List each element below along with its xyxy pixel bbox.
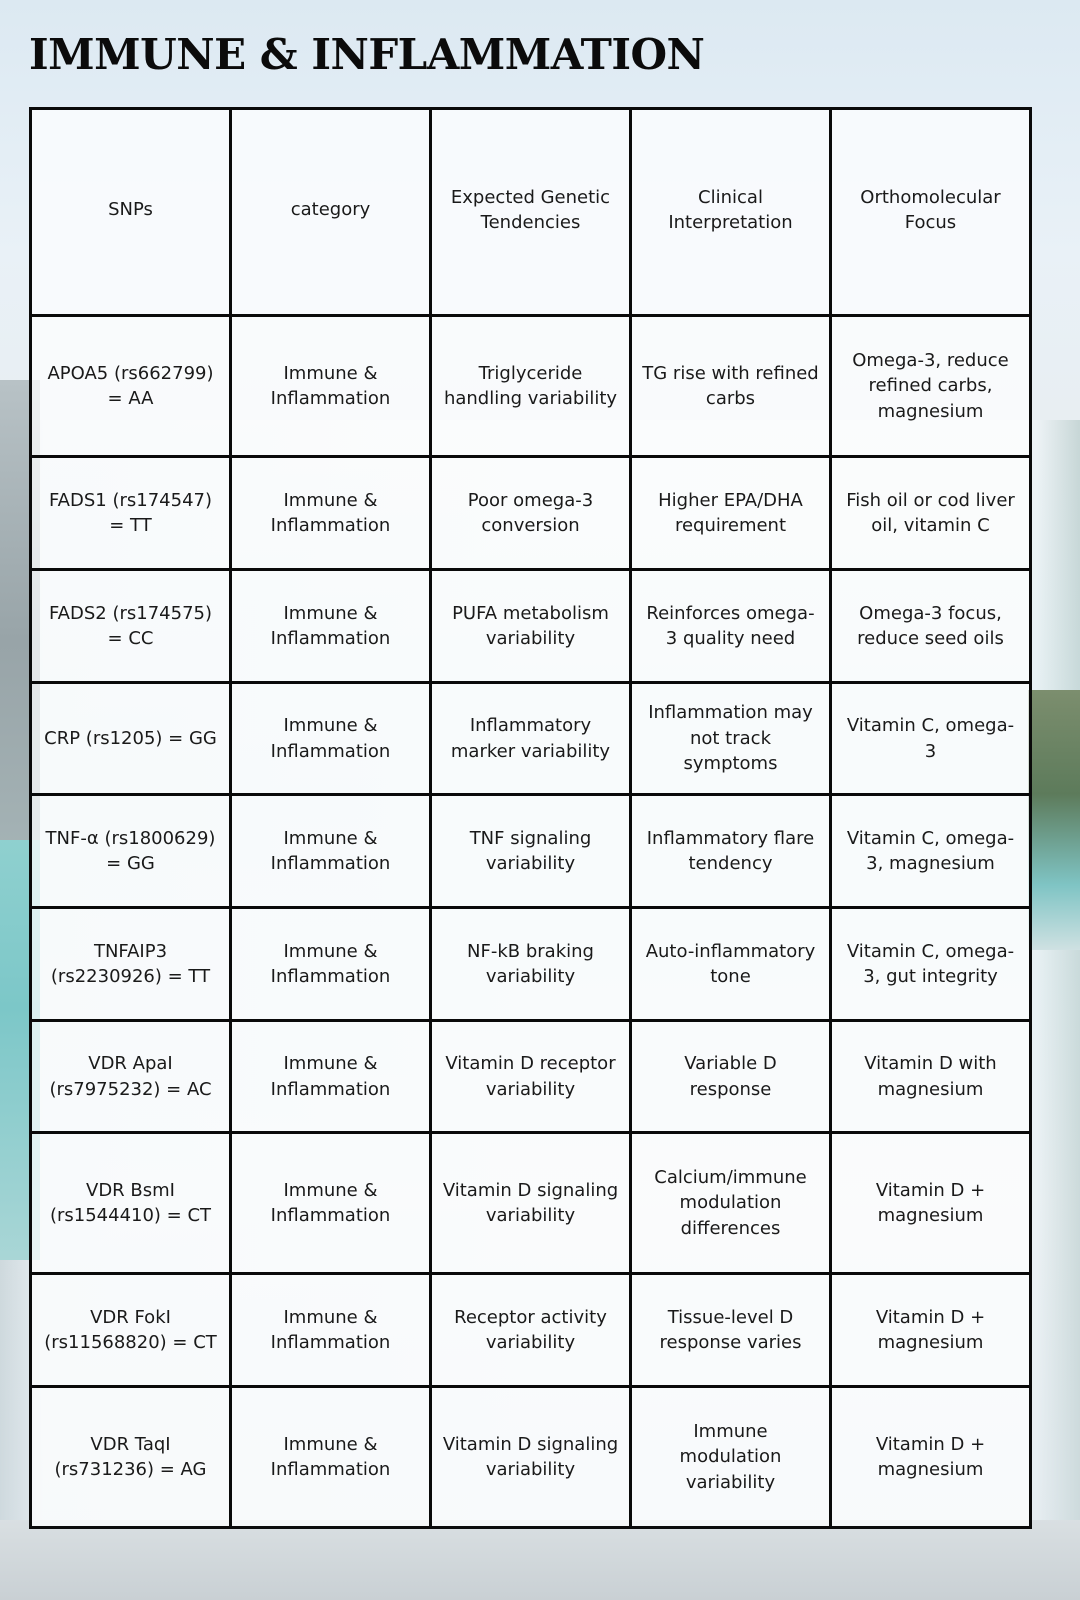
table-row [31,1021,1031,1133]
table-row [31,1274,1031,1387]
cell-snp: VDR TaqI (rs731236) = AG [31,1387,231,1528]
background-rocks [0,1520,1080,1600]
cell-interpretation: Reinforces omega-3 quality need [631,570,831,683]
cell-tendency: Inflammatory marker variability [431,683,631,795]
page-title: IMMUNE & INFLAMMATION [29,30,705,79]
cell-category: Immune & Inflammation [231,908,431,1021]
cell-interpretation: Tissue-level D response varies [631,1274,831,1387]
table-row [31,1387,1031,1528]
table-row [31,570,1031,683]
cell-snp: VDR BsmI (rs1544410) = CT [31,1133,231,1274]
cell-focus: Vitamin D + magnesium [831,1274,1031,1387]
cell-tendency: PUFA metabolism variability [431,570,631,683]
cell-tendency: Receptor activity variability [431,1274,631,1387]
cell-interpretation: Higher EPA/DHA requirement [631,457,831,570]
cell-interpretation: Immune modulation variability [631,1387,831,1528]
cell-focus: Vitamin D with magnesium [831,1021,1031,1133]
header-interpretation: Clinical Interpretation [631,109,831,316]
cell-category: Immune & Inflammation [231,570,431,683]
table-row [31,795,1031,908]
cell-snp: VDR FokI (rs11568820) = CT [31,1274,231,1387]
cell-interpretation: TG rise with refined carbs [631,316,831,457]
cell-interpretation: Auto-inflammatory tone [631,908,831,1021]
cell-interpretation: Inflammatory flare tendency [631,795,831,908]
table-row [31,683,1031,795]
header-snps: SNPs [31,109,231,316]
cell-focus: Vitamin D + magnesium [831,1387,1031,1528]
cell-tendency: NF-kB braking variability [431,908,631,1021]
cell-focus: Vitamin C, omega-3, magnesium [831,795,1031,908]
cell-tendency: Vitamin D signaling variability [431,1133,631,1274]
cell-focus: Omega-3, reduce refined carbs, magnesium [831,316,1031,457]
cell-interpretation: Variable D response [631,1021,831,1133]
cell-snp: FADS1 (rs174547) = TT [31,457,231,570]
cell-snp: VDR ApaI (rs7975232) = AC [31,1021,231,1133]
cell-focus: Vitamin D + magnesium [831,1133,1031,1274]
cell-snp: TNF-α (rs1800629) = GG [31,795,231,908]
cell-focus: Omega-3 focus, reduce seed oils [831,570,1031,683]
cell-snp: APOA5 (rs662799) = AA [31,316,231,457]
cell-focus: Fish oil or cod liver oil, vitamin C [831,457,1031,570]
cell-interpretation: Calcium/immune modulation differences [631,1133,831,1274]
cell-category: Immune & Inflammation [231,457,431,570]
header-category: category [231,109,431,316]
cell-category: Immune & Inflammation [231,1387,431,1528]
snp-table [29,107,1032,1529]
table-header-row [31,109,1031,316]
cell-category: Immune & Inflammation [231,1021,431,1133]
cell-category: Immune & Inflammation [231,316,431,457]
header-focus: Orthomolecular Focus [831,109,1031,316]
cell-focus: Vitamin C, omega-3 [831,683,1031,795]
cell-snp: CRP (rs1205) = GG [31,683,231,795]
table-row [31,1133,1031,1274]
cell-tendency: Poor omega-3 conversion [431,457,631,570]
table-row [31,457,1031,570]
cell-category: Immune & Inflammation [231,1274,431,1387]
cell-category: Immune & Inflammation [231,683,431,795]
cell-snp: FADS2 (rs174575) = CC [31,570,231,683]
cell-category: Immune & Inflammation [231,1133,431,1274]
cell-tendency: Triglyceride handling variability [431,316,631,457]
cell-category: Immune & Inflammation [231,795,431,908]
cell-interpretation: Inflammation may not track symptoms [631,683,831,795]
table-row [31,316,1031,457]
cell-tendency: Vitamin D signaling variability [431,1387,631,1528]
header-tendencies: Expected Genetic Tendencies [431,109,631,316]
cell-tendency: Vitamin D receptor variability [431,1021,631,1133]
cell-tendency: TNF signaling variability [431,795,631,908]
cell-snp: TNFAIP3 (rs2230926) = TT [31,908,231,1021]
cell-focus: Vitamin C, omega-3, gut integrity [831,908,1031,1021]
background-lake-right [1028,690,1080,950]
table-row [31,908,1031,1021]
